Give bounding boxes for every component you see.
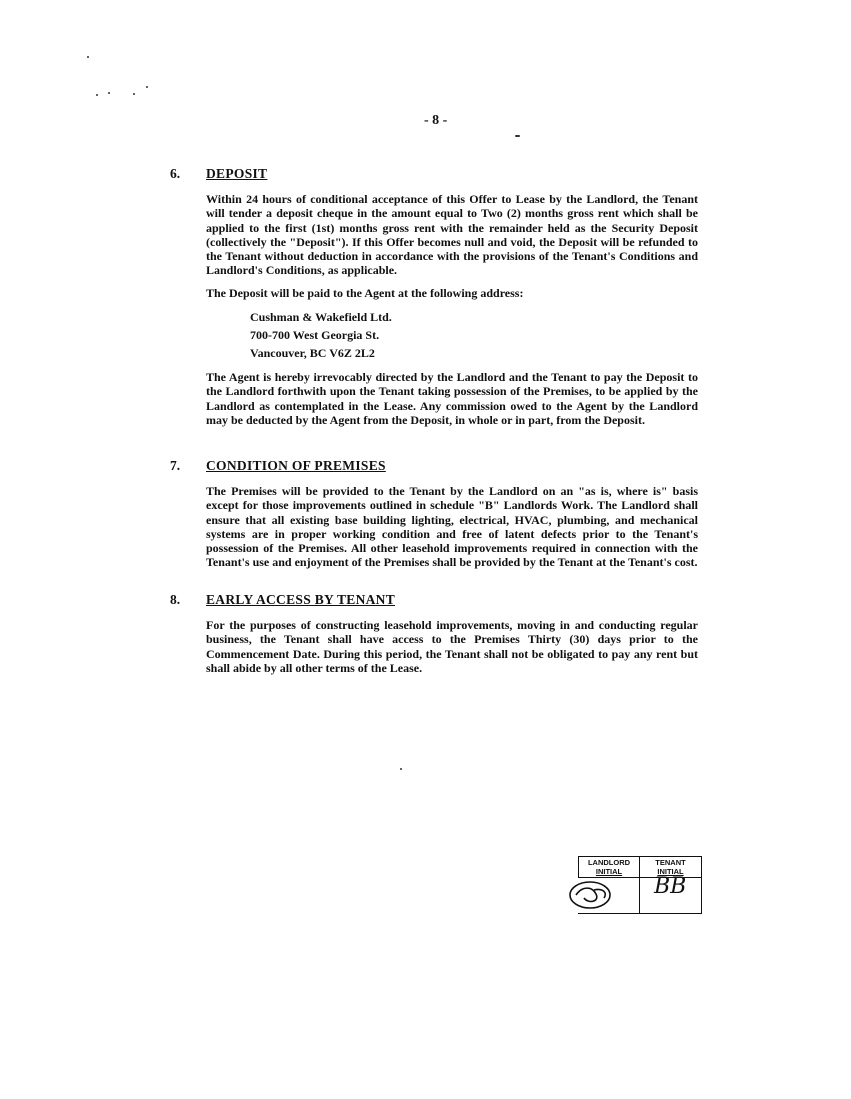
agent-address xyxy=(250,308,698,362)
page-number: - 8 - xyxy=(424,113,448,128)
section-early-access xyxy=(170,592,698,683)
scan-speck xyxy=(96,94,98,96)
landlord-initial-label xyxy=(578,856,640,878)
initials-box xyxy=(578,856,702,914)
landlord-initial-field xyxy=(578,878,640,914)
address-line: Cushman & Wakefield Ltd. xyxy=(250,310,392,325)
initial-label: INITIAL xyxy=(595,867,623,876)
section-condition-of-premises xyxy=(170,458,698,578)
scan-speck xyxy=(146,86,148,88)
section-number: 8. xyxy=(170,592,181,607)
early-access-paragraph: For the purposes of constructing leasehold improvements, moving in and conducting regular business, the Tenant shall have access to the Premises Thirty (30) days prior to the Commencement Date. During this period, the Tenant shall not be obligated to pay any rent but shall abide by all other terms of the Lease. xyxy=(206,618,698,675)
section-title: DEPOSIT xyxy=(206,166,268,181)
deposit-address-intro: The Deposit will be paid to the Agent at the following address: xyxy=(206,285,524,300)
scan-speck xyxy=(515,135,520,137)
address-line: 700-700 West Georgia St. xyxy=(250,328,380,343)
scan-speck xyxy=(133,93,135,95)
landlord-initial-stamp-icon xyxy=(566,878,626,912)
initial-label: INITIAL xyxy=(657,867,684,876)
section-number: 6. xyxy=(170,166,181,181)
scan-speck xyxy=(87,56,89,58)
section-title: EARLY ACCESS BY TENANT xyxy=(206,592,396,607)
section-heading xyxy=(170,166,698,182)
section-number: 7. xyxy=(170,458,181,473)
address-line: Vancouver, BC V6Z 2L2 xyxy=(250,346,375,361)
deposit-paragraph: Within 24 hours of conditional acceptance of this Offer to Lease by the Landlord, the Tenant will tender a deposit cheque in the amount equal to Two (2) months gross rent which shall be applied to the first (1st) months gross rent with the remainder held as the Security Deposit (collectively the "Deposit"). If this Offer becomes null and void, the Deposit will be refunded to the Tenant without deduction in accordance with the provisions of the Tenant's Conditions and Landlord's Conditions, as applicable. xyxy=(206,192,698,278)
deposit-closing-paragraph: The Agent is hereby irrevocably directed by the Landlord and the Tenant to pay the Deposit to the Landlord forthwith upon the Tenant taking possession of the Premises, to be applied by the Landlord as contemplated in the Lease. Any commission owed to the Agent by the Landlord may be deducted by the Agent from the Deposit, in whole or in part, from the Deposit. xyxy=(206,370,698,427)
section-heading xyxy=(170,458,698,474)
section-deposit xyxy=(170,166,698,435)
condition-paragraph: The Premises will be provided to the Tenant by the Landlord on an "as is, where is" basis except for those improvements outlined in schedule "B" Landlords Work. The Landlord shall ensure that all existing base building lighting, electrical, HVAC, plumbing, and mechanical systems are in proper working condition and free of latent defects prior to the Tenant's possession of the Premises. All other leasehold improvements required in connection with the Tenant's use and enjoyment of the Premises shall be provided by the Tenant at the Tenant's cost. xyxy=(206,484,698,570)
tenant-label: TENANT xyxy=(655,858,686,867)
scan-speck xyxy=(108,92,110,94)
tenant-initials: BB xyxy=(654,874,687,899)
tenant-initial-field xyxy=(640,874,702,914)
section-heading xyxy=(170,592,698,608)
landlord-label: LANDLORD xyxy=(587,858,631,867)
section-title: CONDITION OF PREMISES xyxy=(206,458,386,473)
scan-speck xyxy=(400,768,402,770)
